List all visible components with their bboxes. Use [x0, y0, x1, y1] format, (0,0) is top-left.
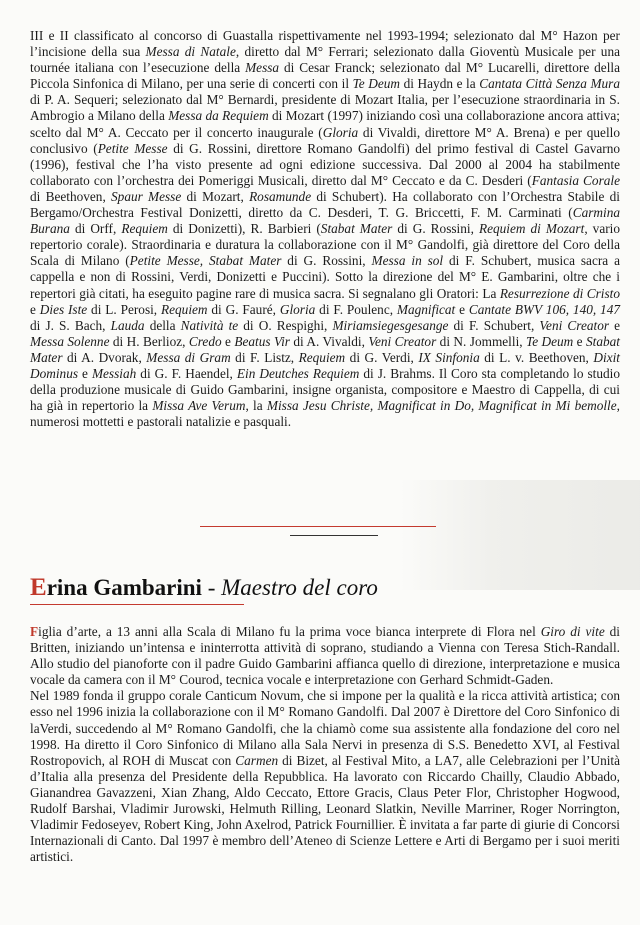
body-text-run: di J. Brahms. Il Coro sta completando lo studio della produzione musicale di Guido Gambarini, insigne organista, compositore e Maestro di Cappella, di cui ha già in repertorio la — [30, 365, 620, 414]
body-text-run: , vario repertorio corale). Straordinaria e duratura la collaborazione con il M° Gandolfi, già direttore del Coro della Scala di Milano ( — [30, 221, 620, 269]
heading-underline — [30, 604, 244, 605]
italic-title-text: Carmina Burana — [30, 205, 620, 237]
italic-title-text: Dies Iste — [39, 301, 88, 317]
italic-title-text: Ein Deutches Requiem — [236, 365, 360, 381]
body-text-run: III e II classificato al concorso di Guastalla rispettivamente nel 1993-1994; selezionato dal M° Hazon per l’incisione della sua — [30, 28, 620, 60]
italic-title-text: Dixit Dominus — [30, 349, 620, 381]
faded-background-panel — [400, 480, 640, 590]
body-text-run: e — [455, 301, 469, 317]
body-text-run: e — [221, 333, 235, 349]
body-text-run: di J. S. Bach, — [30, 317, 111, 333]
heading-separator: - — [201, 575, 222, 600]
body-text-run: di H. Berlioz, — [109, 333, 189, 349]
body-text-run: , diretto dal M° Ferrari; selezionato dalla Gioventù Musicale per una tournée italiana con l’esecuzione della — [30, 44, 620, 76]
italic-title-text: Messa di Gram — [146, 349, 231, 365]
body-text-run: di N. Jommelli, — [436, 333, 527, 349]
italic-title-text: Fantasia Corale — [531, 172, 620, 188]
body-text-run: di F. Schubert, — [448, 317, 540, 333]
body-text-run: di G. Rossini, — [392, 221, 479, 237]
italic-title-text: Gloria — [322, 124, 359, 140]
choir-history-paragraph — [30, 28, 620, 430]
italic-title-text: Petite Messe — [97, 140, 168, 156]
body-text-run: di Mozart, — [181, 188, 250, 204]
body-text-run: iglia d’arte, a 13 anni alla Scala di Milano fu la prima voce bianca interprete di Flora nel — [38, 624, 541, 639]
italic-title-text: Magnificat — [396, 301, 456, 317]
italic-title-text: Cantata Città Senza Mura — [479, 76, 620, 92]
body-text-run: di O. Respighi, — [238, 317, 333, 333]
italic-title-text: Requiem — [121, 221, 168, 237]
body-text-run: , la — [245, 398, 267, 414]
italic-title-text: Messiah — [91, 365, 137, 381]
italic-title-text: Carmen — [235, 752, 279, 768]
italic-title-text: Missa Jesu Christe, Magnificat in Do, Magnificat in Mi bemolle — [266, 398, 617, 414]
body-text-run: di A. Vivaldi, — [289, 333, 369, 349]
body-text-run: di G. Rossini, — [281, 253, 372, 269]
italic-title-text: Te Deum — [526, 333, 574, 349]
italic-title-text: Requiem — [298, 349, 346, 365]
heading-name: rina Gambarini — [46, 575, 202, 600]
body-text-run: di Schubert). Ha collaborato con l’Orchestra Stabile di Bergamo/Orchestra Festival Donizetti, diretto da C. Desderi, T. G. Briccetti, F. M. Carminati ( — [30, 188, 620, 221]
italic-title-text: IX Sinfonia — [418, 349, 480, 365]
body-text-run: di F. Schubert, musica sacra a cappella e non di Rossini, Verdi, Donizetti e Puccini). Sotto la direzione del M° E. Gambarini, oltre che i repertori già citati, ha eseguito pagine rare di musica sacra. Si segnalano gli Oratori: La — [30, 253, 620, 301]
body-text-run: di Orff, — [69, 221, 122, 237]
biography-paragraph — [30, 624, 620, 865]
italic-title-text: Credo — [188, 333, 222, 349]
section-divider-dark — [290, 535, 378, 536]
italic-title-text: Messa Solenne — [30, 333, 110, 349]
body-text-run: e — [30, 301, 40, 317]
italic-title-text: Natività te — [180, 317, 239, 333]
italic-title-text: Lauda — [110, 317, 145, 333]
body-text-run: Nel 1989 fonda il gruppo corale Canticum Novum, che si impone per la qualità e la ricca attività artistica; con esso nel 1996 inizia la collaborazione con il M° Romano Gandolfi. Dal 2007 è Direttore del Coro Sinfonico di laVerdi, succedendo al M° Romano Gandolfi, che la chiamò come sua assistente alla fondazione del coro nel 1998. Ha diretto il Coro Sinfonico di Milano alla Sala Nervi in presenza di S.S. Benedetto XVI, al Festival Rostropovich, al ROH di Muscat con — [30, 688, 620, 768]
body-text-run: di F. Poulenc, — [315, 301, 397, 317]
body-text-run: di F. Listz, — [230, 349, 299, 365]
section-divider-red — [200, 526, 436, 527]
body-text-run: e — [78, 365, 92, 381]
italic-title-text: Messa in sol — [371, 253, 444, 269]
body-text-run: di G. Rossini, direttore Romano Gandolfi) del primo festival di Castel Gavarno (1996), festival che l’ha visto presente ad ogni edizione successiva. Dal 2000 al 2004 ha stabilmente collaborato con l’orchestra dei Pomeriggi Musicali, diretto dal M° Ceccato e da C. Desderi ( — [30, 140, 620, 188]
italic-title-text: Giro di vite — [540, 624, 605, 639]
body-text-run: di G. Verdi, — [345, 349, 419, 365]
heading-role: Maestro del coro — [221, 575, 378, 600]
italic-title-text: Te Deum — [352, 76, 401, 92]
body-text-run: di P. A. Sequeri; selezionato dal M° Bernardi, presidente di Mozart Italia, per l’esecuzione straordinaria in S. Ambrogio a Milano della — [30, 92, 620, 124]
body-text-run: di Bizet, al Festival Mito, a LA7, alle Celebrazioni per l’Unità d’Italia alla presenza del Presidente della Repubblica. Ha lavorato con Riccardo Chailly, Claudio Abbado, Gianandrea Gavazzeni, Xian Zhang, Aldo Ceccato, Ettore Gracis, Claus Peter Flor, Christopher Hogwood, Rudolf Barshai, Vladimir Jurowski, Helmuth Rilling, Leonard Slatkin, Neville Marriner, Roger Norrington, Vladimir Fedoseyev, Robert King, John Axelrod, Patrick Fournillier. È invitata a far parte di giurie di Concorsi Internazionali di Canto. Dal 1997 è membro dell’Ateneo di Scienze Lettere e Arti di Bergamo per i suoi meriti artistici. — [30, 752, 621, 865]
body-text-run: e — [609, 317, 621, 333]
italic-title-text: Veni Creator — [539, 317, 610, 333]
italic-title-text: Miriamsiegesgesange — [332, 317, 449, 333]
italic-title-text: Missa Ave Verum — [152, 398, 246, 414]
body-text-run: di L. v. Beethoven, — [479, 349, 594, 365]
italic-title-text: Resurrezione di Cristo — [499, 285, 620, 301]
heading-initial: E — [30, 574, 47, 601]
body-text-run: di Mozart (1997) iniziando così una collaborazione ancora attiva; scelto dal M° A. Ceccato per il concerto inaugurale ( — [30, 108, 620, 140]
italic-title-text: Veni Creator — [368, 333, 437, 349]
italic-title-text: Rosamunde — [249, 188, 312, 204]
italic-title-text: Requiem di Mozart — [478, 221, 585, 237]
italic-title-text: Requiem — [161, 301, 208, 317]
body-text-run: della — [144, 317, 181, 333]
italic-title-text: Messa da Requiem — [168, 108, 269, 124]
body-text-run: di Vivaldi, direttore M° A. Brena) e per quello conclusivo ( — [30, 124, 620, 156]
italic-title-text: Beatus Vir — [234, 333, 290, 349]
body-text-run: di G. Fauré, — [207, 301, 280, 317]
italic-title-text: Stabat Mater — [320, 221, 393, 237]
body-text-run: di G. F. Haendel, — [136, 365, 237, 381]
body-text-run: di Cesar Franck; selezionato dal M° Lucarelli, direttore della Piccola Sinfonica di Milano, per una serie di concerti con il — [30, 60, 620, 92]
italic-title-text: Spaur Messe — [111, 188, 182, 204]
italic-title-text: Petite Messe, Stabat Mater — [129, 253, 282, 269]
body-text-run: di Britten, iniziando un’intensa e ininterrotta attività di soprano, studiando a Vienna con Teresa Stich-Randall. Allo studio del pianoforte con il padre Guido Gambarini affianca quello di direzione, interpretazione e musica vocale da camera con il M° Courod, tecnica vocale e interpretazione con Gerhard Schmidt-Gaden. — [30, 624, 621, 688]
italic-title-text: Stabat Mater — [30, 333, 620, 365]
section-heading — [30, 574, 378, 602]
body-text-run: di Beethoven, — [30, 188, 112, 204]
body-text-run: e — [573, 333, 586, 349]
body-text-run: di Haydn e la — [400, 76, 480, 92]
italic-title-text: Messa di Natale — [145, 44, 236, 60]
body-text-run: di Donizetti), R. Barbieri ( — [167, 221, 321, 237]
body-text-run: di L. Perosi, — [87, 301, 161, 317]
italic-title-text: Gloria — [279, 301, 316, 317]
italic-title-text: Messa — [245, 60, 280, 76]
italic-title-text: Cantate BWV 106, 140, 147 — [468, 301, 620, 317]
body-text-run: , numerosi mottetti e pastorali natalizie e pasquali. — [30, 398, 620, 430]
drop-cap: F — [30, 624, 39, 639]
body-text-run: di A. Dvorak, — [62, 349, 147, 365]
